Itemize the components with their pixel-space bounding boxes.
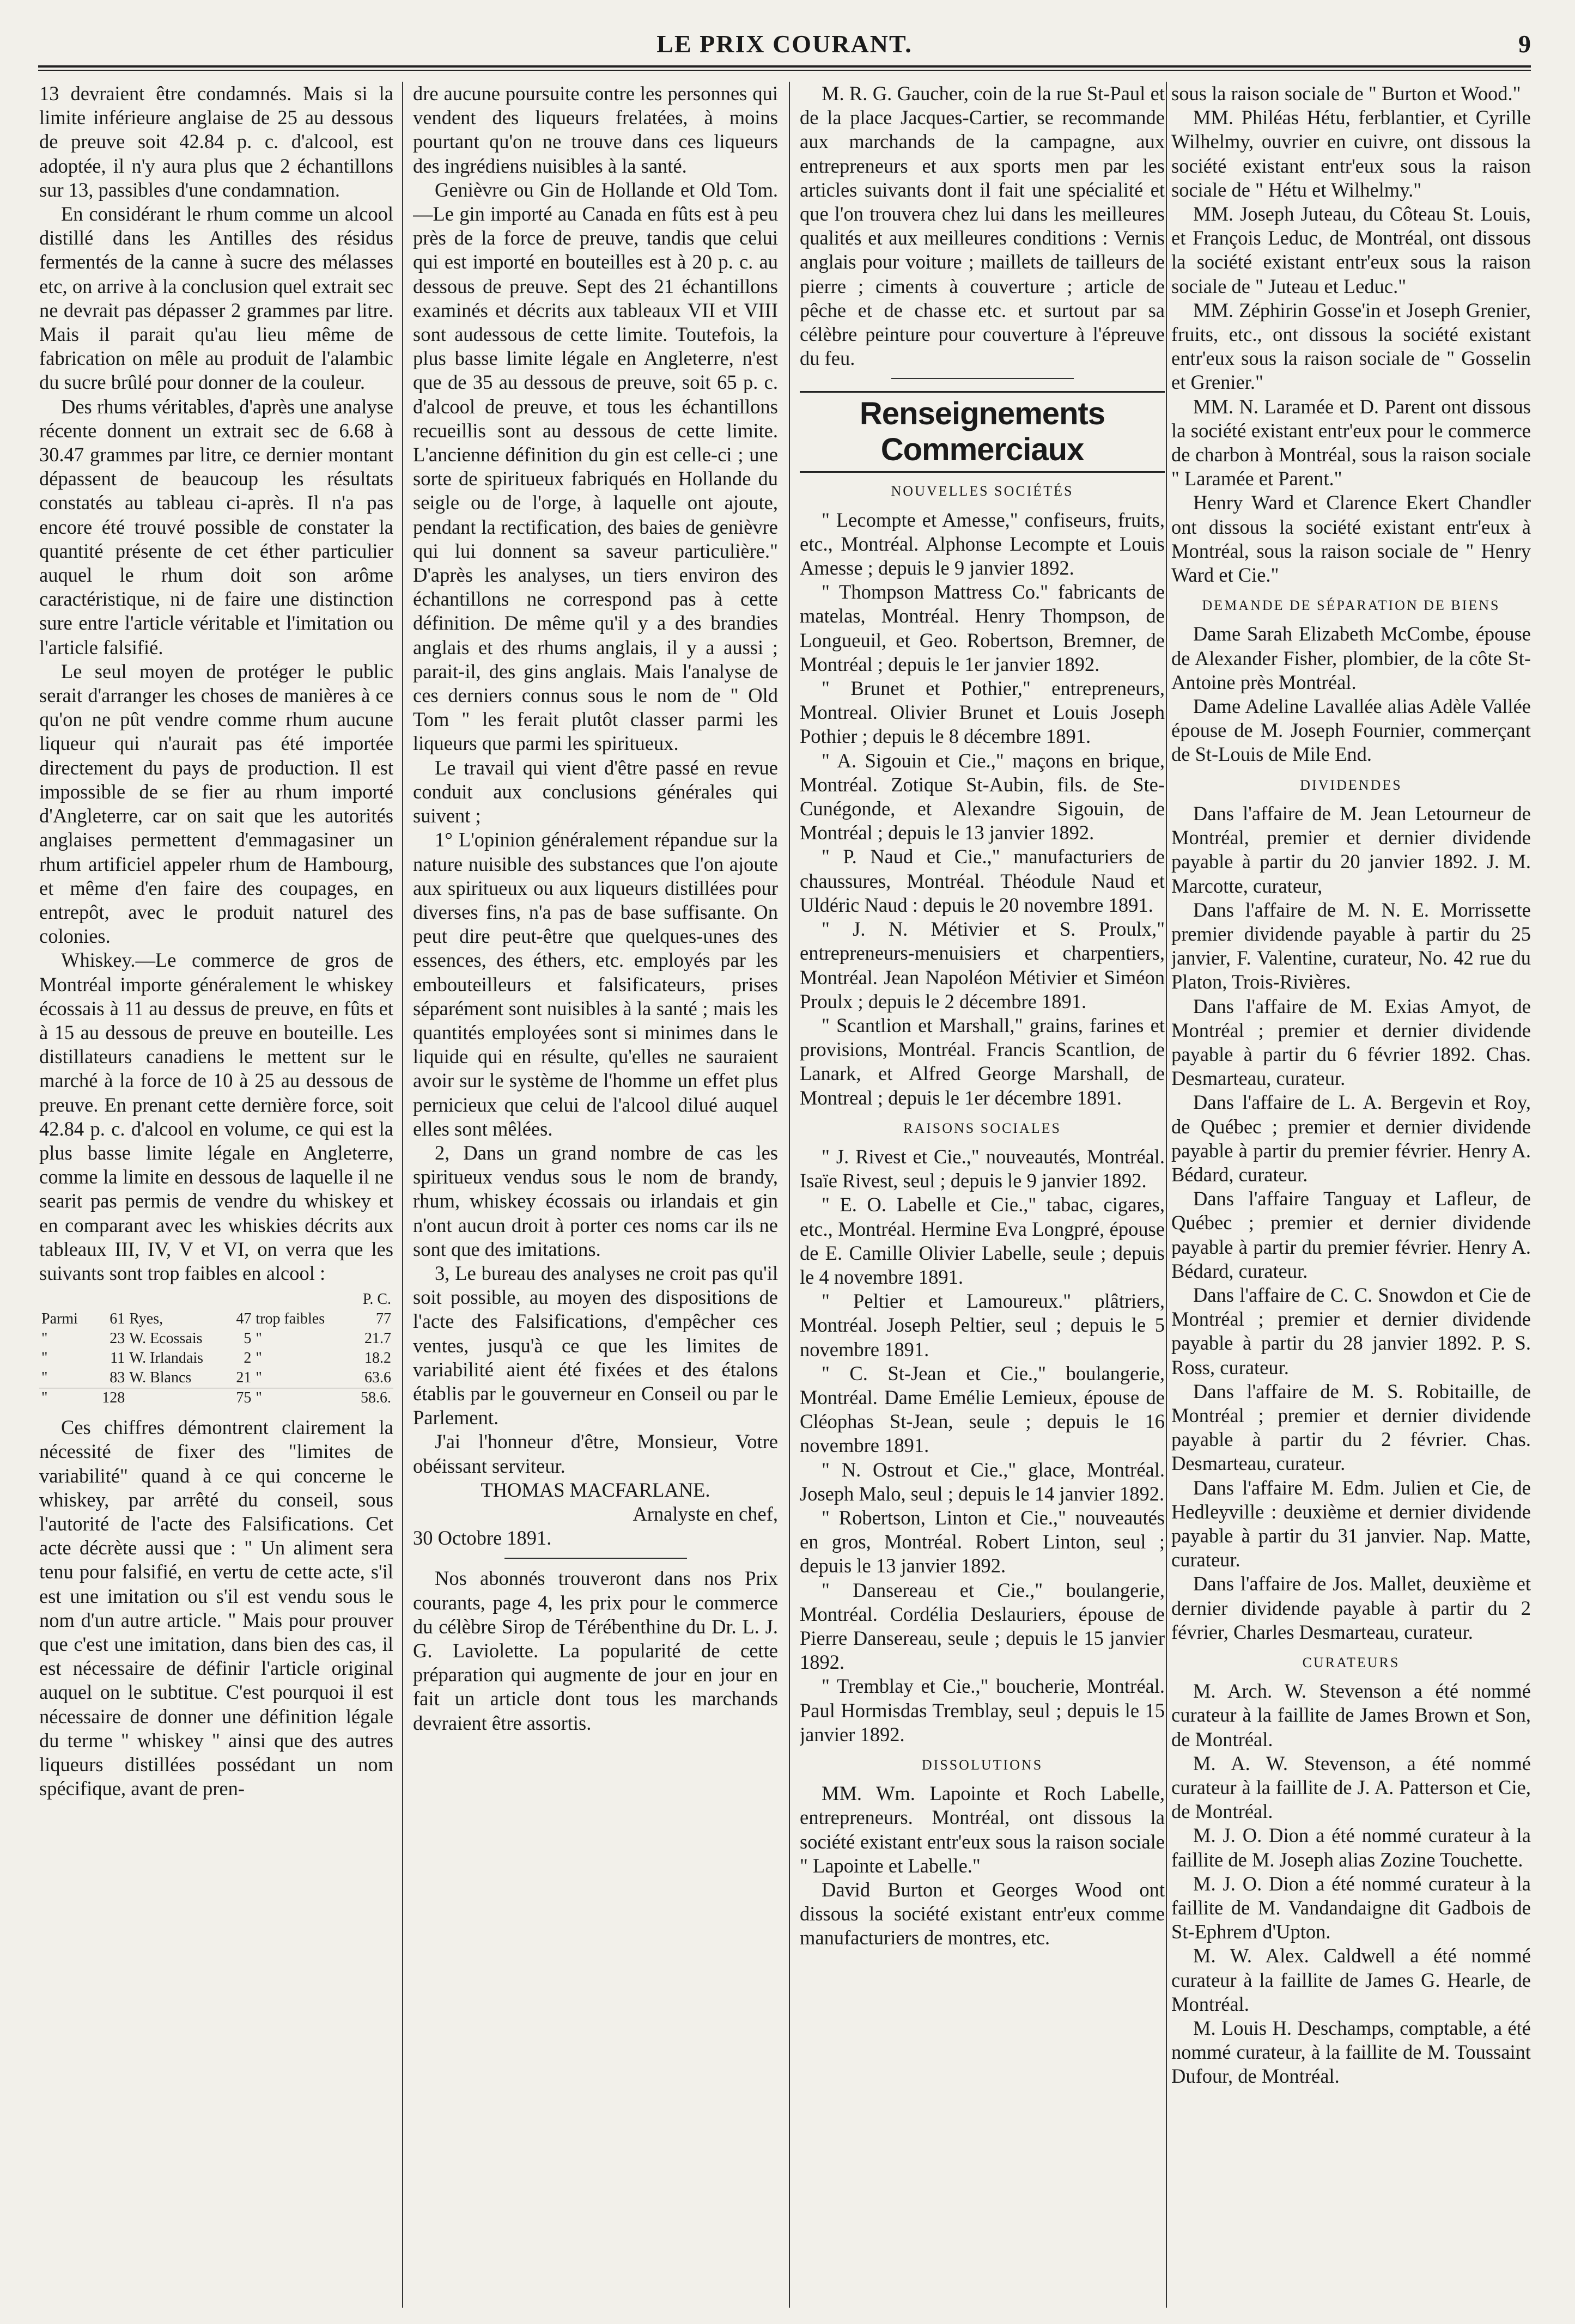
table-cell <box>92 1290 127 1309</box>
table-cell: " <box>256 1350 262 1367</box>
paragraph: Le seul moyen de protéger le public serait d'arranger les choses de manières à ce qu'on ne pût vendre comme rhum aucune liqueur qui n'aurait pas été importée directement du pays de production. Il est impossible de se fier au rhum importé d'Angleterre, car on sait que les autorités anglaises permettent d'emmagasiner un rhum artificiel appeler rhum de Hambourg, et même d'en faire des coupages, en entrepôt, avec le produit naturel des colonies. <box>39 660 393 948</box>
list-item: Dans l'affaire de M. N. E. Morrissette premier dividende payable à partir du 25 janvier, F. Valentine, curateur, No. 42 rue du Platon, Trois-Rivières. <box>1171 898 1531 993</box>
list-item: MM. Zéphirin Gosse'in et Joseph Grenier, fruits, etc., ont dissous la société existant entr'eux sous la raison sociale de " Gosselin et Grenier." <box>1171 298 1531 394</box>
list-item: Dans l'affaire de M. Jean Letourneur de Montréal, premier et dernier dividende payable à partir du 20 janvier 1892. J. M. Marcotte, curateur, <box>1171 802 1531 897</box>
table-cell: " <box>41 1369 48 1387</box>
paragraph: 3, Le bureau des analyses ne croit pas qu'il soit possible, au moyen des dispositions de l'acte des Falsifications, d'empêcher ces ventes, jusqu'à ce que les limites de variabilité aient été fixées et des étalons établis par le gouverneur en Conseil ou par le Parlement. <box>413 1261 778 1429</box>
letter-date: 30 Octobre 1891. <box>413 1527 552 1550</box>
list-item: Dans l'affaire de M. S. Robitaille, de Montréal ; premier et dernier dividende payable à partir du 2 février. Chas. Desmarteau, curateur. <box>1171 1380 1531 1475</box>
list-item: Dans l'affaire de Jos. Mallet, deuxième et dernier dividende payable à partir du 2 février, Charles Desmarteau, curateur. <box>1171 1572 1531 1643</box>
table-cell: 83 <box>110 1369 125 1387</box>
list-item: " Tremblay et Cie.," boucherie, Montréal. Paul Hormisdas Tremblay, seul ; depuis le 15 janvier 1892. <box>800 1675 1165 1746</box>
advertisement-paragraph: M. R. G. Gaucher, coin de la rue St-Paul et de la place Jacques-Cartier, se recommande aux marchands de la campagne, aux entrepreneurs et aux sports men par les articles suivants dont il fait une spécialité et que l'on trouvera chez lui dans les meilleures qualités et aux meilleures conditions : Vernis anglais pour voiture ; maillets de tailleurs de pierre ; ciments à couverture ; article de pêche et de chasse etc. et surtout par sa célèbre peinture pour couverture à l'épreuve du feu. <box>800 82 1165 370</box>
list-item: " Lecompte et Amesse," confiseurs, fruits, etc., Montréal. Alphonse Lecompte et Louis Amesse ; depuis le 9 janvier 1892. <box>800 508 1165 580</box>
column-2 <box>413 82 778 2308</box>
list-item: Henry Ward et Clarence Ekert Chandler ont dissous la société existant entr'eux à Montréal, sous la raison sociale de " Henry Ward et Cie." <box>1171 491 1531 587</box>
table-cell: 77 <box>376 1310 391 1328</box>
header-rule <box>38 65 1531 68</box>
list-item: Dans l'affaire Tanguay et Lafleur, de Québec ; premier et dernier dividende payable à partir du premier février. Henry A. Bédard, curateur. <box>1171 1187 1531 1282</box>
list-item: Dame Sarah Elizabeth McCombe, épouse de Alexander Fisher, plombier, de la côte St-Antoine près Montréal. <box>1171 623 1531 693</box>
table-cell: " <box>256 1330 262 1347</box>
section-title: Renseignements Commerciaux <box>800 391 1165 473</box>
list-item: sous la raison sociale de " Burton et Wood." <box>1171 82 1521 105</box>
list-item: Dans l'affaire de L. A. Bergevin et Roy, de Québec ; premier et dernier dividende payable à partir du premier février. Henry A. Bédard, curateur. <box>1171 1091 1531 1186</box>
list-item: M. W. Alex. Caldwell a été nommé curateur à la faillite de James G. Hearle, de Montréal. <box>1171 1944 1531 2015</box>
list-item: " E. O. Labelle et Cie.," tabac, cigares, etc., Montréal. Hermine Eva Longpré, épouse de E. Camille Olivier Labelle, seule ; depuis le 4 novembre 1891. <box>800 1193 1165 1288</box>
table-cell: 21 <box>236 1369 252 1387</box>
list-item: " Dansereau et Cie.," boulangerie, Montréal. Cordélia Deslauriers, épouse de Pierre Dansereau, seule ; depuis le 15 janvier 1892. <box>800 1578 1165 1674</box>
paragraph-gin: Genièvre ou Gin de Hollande et Old Tom.—Le gin importé au Canada en fûts est à peu près de la force de preuve, tandis que celui qui est importé en bouteilles est à 20 p. c. au dessous de preuve. Sept des 21 échantillons examinés et décrits aux tableaux VII et VIII sont audessous de cette limite. Toutefois, la plus basse limite légale en Angleterre, n'est que de 35 au dessous de preuve, soit 65 p. c. d'alcool de preuve, et tous les échantillons recueillis sont au dessous de cette limite. L'ancienne définition du gin est celle-ci ; une sorte de spiritueux fabriqués en Hollande du seigle ou de l'orge, à laquelle ont ajoute, pendant la rectification, des baies de genièvre qui lui donnent sa saveur particulière." D'après les analyses, un tiers environ des échantillons ne correspond pas à cette définition. De même qu'il y a des brandies anglais et des rhums anglais, il y a aussi ; parait-il, des gins anglais. Mais l'analyse de ces derniers connus sous le nom de " Old Tom " les ferait plutôt classer parmi les liqueurs que parmi les spiritueux. <box>413 178 778 755</box>
signature-title: Arnalyste en chef, <box>633 1502 778 1525</box>
list-item: MM. Wm. Lapointe et Roch Labelle, entrepreneurs. Montréal, ont dissous la société existant entr'eux sous la raison sociale " Lapointe et Labelle." <box>800 1782 1165 1877</box>
list-item: Dame Adeline Lavallée alias Adèle Vallée épouse de M. Joseph Fournier, commerçant de St-Louis de Mile End. <box>1171 695 1531 766</box>
column-3 <box>800 82 1165 2308</box>
table-cell: 11 <box>110 1350 125 1367</box>
subheading: NOUVELLES SOCIÉTÉS <box>891 483 1074 499</box>
subheading: DISSOLUTIONS <box>921 1757 1043 1773</box>
table-cell: 18.2 <box>364 1350 391 1367</box>
paragraph: 2, Dans un grand nombre de cas les spiritueux vendus sous le nom de brandy, rhum, whiskey écossais ou irlandais et gin n'ont aucun droit à porter ces noms car ils ne sont que des imitations. <box>413 1141 778 1260</box>
list-item: Dans l'affaire de C. C. Snowdon et Cie de Montréal ; premier et dernier dividende payable à partir du 28 janvier 1892. P. S. Ross, curateur. <box>1171 1283 1531 1378</box>
column-divider <box>789 82 790 2308</box>
table-cell: 47 <box>236 1310 252 1328</box>
table-cell: " <box>256 1389 262 1407</box>
paragraph: 13 devraient être condamnés. Mais si la limite inférieure anglaise de 25 au dessous de preuve soit 42.84 p. c. d'alcool, est adoptée, il n'y aura plus que 2 échantillons sur 13, passibles d'une condamnation. <box>39 82 393 201</box>
table-total-row <box>39 1388 393 1408</box>
table-cell: W. Irlandais <box>129 1350 204 1367</box>
table-cell: 5 <box>244 1330 252 1347</box>
paragraph: 1° L'opinion généralement répandue sur la nature nuisible des substances que l'on ajoute aux spiritueux ou aux liqueurs distillées pour diverses fins, n'a pas de base suffisante. On peut dire peut-être que quelques-unes des essences, des éthers, etc. employés par les embouteilleurs et falsificateurs, prises séparément sont nuisibles à la santé ; mais les quantités employées sont si minimes dans le liquide qui en résulte, qu'elles ne sauraient avoir sur le système de l'homme un effet plus pernicieux que celui de l'alcool dilué auquel elles sont mêlées. <box>413 828 778 1140</box>
list-item: " Brunet et Pothier," entrepreneurs, Montreal. Olivier Brunet et Louis Joseph Pothier ; depuis le 8 décembre 1891. <box>800 677 1165 748</box>
paragraph: Ces chiffres démontrent clairement la nécessité de fixer des "limites de variabilité" quand à ce qui concerne le whiskey, par arrêté du conseil, sous l'autorité de l'acte des Falsifications. Cet acte décrète aussi que : " Un aliment sera tenu pour falsifié, en vertu de cette acte, s'il est une imitation ou s'il est vendu sous le nom d'un autre article. " Mais pour prouver que c'est une imitation, dans bien des cas, il est nécessaire de définir l'article original auquel on le subtitue. C'est pourquoi il est nécessaire de donner une définition légale du terme " whiskey " ainsi que des autres liqueurs distillées possédant un nom spécifique, avant de pren- <box>39 1416 393 1800</box>
page-number: 9 <box>1518 30 1531 58</box>
table-cell: Ryes, <box>129 1310 163 1328</box>
table-cell: 58.6. <box>361 1389 391 1407</box>
subheading: DIVIDENDES <box>1300 777 1402 793</box>
table-cell: Parmi <box>41 1310 78 1328</box>
list-item: Dans l'affaire M. Edm. Julien et Cie, de Hedleyville : deuxième et dernier dividende payable à partir du 31 janvier. Nap. Matte, curateur. <box>1171 1476 1531 1571</box>
table-row <box>39 1309 393 1329</box>
header-rule-thin <box>38 70 1531 71</box>
list-item: " Thompson Mattress Co." fabricants de matelas, Montréal. Henry Thompson, de Longueuil, et Geo. Robertson, Bremner, de Montréal ; depuis le 1er janvier 1892. <box>800 581 1165 675</box>
list-item: " A. Sigouin et Cie.," maçons en brique, Montréal. Zotique St-Aubin, fils. de Ste-Cunégonde, et Alexandre Sigouin, de Montréal ; depuis le 13 janvier 1892. <box>800 749 1165 844</box>
list-item: M. J. O. Dion a été nommé curateur à la faillite de M. Joseph alias Zozine Touchette. <box>1171 1824 1531 1871</box>
whiskey-table <box>39 1290 393 1408</box>
table-cell: W. Ecossais <box>129 1330 203 1347</box>
list-item: " Robertson, Linton et Cie.," nouveautés en gros, Montréal. Robert Linton, seul ; depuis le 13 janvier 1892. <box>800 1506 1165 1577</box>
table-header-row <box>39 1290 393 1309</box>
list-item: " J. Rivest et Cie.," nouveautés, Montréal. Isaïe Rivest, seul ; depuis le 9 janvier 1892. <box>800 1145 1165 1192</box>
table-row <box>39 1349 393 1368</box>
paragraph: Des rhums véritables, d'après une analyse récente donnent un extrait sec de 6.68 à 30.47 grammes par litre, ce dernier montant dépassent de beaucoup les résultats constatés au tableau ci-après. Il n'a pas encore été trouvé possible de constater la quantité présente de cet éther particulier auquel le rhum doit son arôme caractéristique, ni de faire une distinction sure entre l'article véritable et l'imitation ou l'article falsifié. <box>39 395 393 658</box>
table-cell: 23 <box>110 1330 125 1347</box>
page-header <box>38 22 1531 65</box>
newspaper-title: LE PRIX COURANT. <box>656 30 913 58</box>
paragraph: En considérant le rhum comme un alcool distillé dans les Antilles des résidus fermentés de la canne à sucre des mélasses etc, on arrive à la conclusion quel extrait sec ne devrait pas dépasser 2 grammes par litre. Mais il parait qu'au lieu même de fabrication on mêle au produit de l'alambic du sucre brûlé pour donner de la couleur. <box>39 203 393 394</box>
list-item: MM. Joseph Juteau, du Côteau St. Louis, et François Leduc, de Montréal, ont dissous la société existant entr'eux sous la raison sociale de " Juteau et Leduc." <box>1171 203 1531 297</box>
paragraph-closing: J'ai l'honneur d'être, Monsieur, Votre obéissant serviteur. <box>413 1430 778 1477</box>
list-item: M. J. O. Dion a été nommé curateur à la faillite de M. Vandandaigne dit Gadbois de St-Ephrem d'Upton. <box>1171 1872 1531 1943</box>
table-cell <box>127 1388 228 1408</box>
column-4 <box>1171 82 1531 2308</box>
list-item: " Peltier et Lamoureux." plâtriers, Montréal. Joseph Peltier, seul ; depuis le 5 novembre 1891. <box>800 1290 1165 1361</box>
table-cell: 75 <box>236 1389 252 1407</box>
table-cell: " <box>256 1369 262 1387</box>
list-item: M. Louis H. Deschamps, comptable, a été nommé curateur, à la faillite de M. Toussaint Dufour, de Montréal. <box>1171 2017 1531 2088</box>
list-item: " N. Ostrout et Cie.," glace, Montréal. Joseph Malo, seul ; depuis le 14 janvier 1892. <box>800 1458 1165 1505</box>
separator-rule <box>891 378 1074 379</box>
list-item: Dans l'affaire de M. Exias Amyot, de Montréal ; premier et dernier dividende payable à partir du 6 février 1892. Chas. Desmarteau, curateur. <box>1171 995 1531 1090</box>
subheading: RAISONS SOCIALES <box>903 1120 1061 1136</box>
column-divider <box>402 82 403 2308</box>
notice-paragraph: Nos abonnés trouveront dans nos Prix courants, page 4, les prix pour le commerce du célèbre Sirop de Térébenthine du Dr. L. J. G. Laviolette. La popularité de cette préparation qui augmente de jour en jour en fait un article dont tous les marchands devraient être assortis. <box>413 1567 778 1734</box>
paragraph-whiskey: Whiskey.—Le commerce de gros de Montréal importe généralement le whiskey écossais à 11 au dessus de preuve, en fûts et à 15 au dessous de preuve en bouteille. Les distillateurs canadiens le mettent sur le marché à la force de 10 à 25 au dessous de preuve. En prenant cette dernière force, soit 42.84 p. c. d'alcool en volume, ce qui est la plus basse limite légale en Angleterre, comme la limite en dessous de laquelle il ne searit pas permis de vendre du whiskey et en comparant avec les whiskies décrits aux tableaux III, IV, V et VI, on verra que les suivants sont trop faibles en alcool : <box>39 949 393 1284</box>
table-cell: 21.7 <box>364 1330 391 1347</box>
column-divider <box>1166 82 1167 2308</box>
table-row <box>39 1329 393 1349</box>
list-item: M. A. W. Stevenson, a été nommé curateur à la faillite de J. A. Patterson et Cie, de Montréal. <box>1171 1752 1531 1823</box>
table-cell: P. C. <box>362 1291 391 1308</box>
list-item: MM. Philéas Hétu, ferblantier, et Cyrille Wilhelmy, ouvrier en cuivre, ont dissous la société existant entr'eux sous la raison sociale de " Hétu et Wilhelmy." <box>1171 106 1531 201</box>
list-item: " P. Naud et Cie.," manufacturiers de chaussures, Montréal. Théodule Naud et Uldéric Naud : depuis le 20 novembre 1891. <box>800 845 1165 916</box>
list-item: MM. N. Laramée et D. Parent ont dissous la société existant entr'eux pour le commerce de charbon à Montréal, sous la raison sociale " Laramée et Parent." <box>1171 395 1531 490</box>
table-cell: 2 <box>244 1350 252 1367</box>
table-cell <box>39 1290 92 1309</box>
signature: THOMAS MACFARLANE. <box>481 1478 710 1501</box>
list-item: " C. St-Jean et Cie.," boulangerie, Montréal. Dame Emélie Lemieux, épouse de Cléophas St-Jean, seule ; depuis le 16 novembre 1891. <box>800 1362 1165 1457</box>
list-item: " Scantlion et Marshall," grains, farines et provisions, Montréal. Francis Scantlion, de Lanark, et Alfred George Marshall, de Montreal ; depuis le 1er décembre 1891. <box>800 1014 1165 1109</box>
table-cell <box>228 1290 253 1309</box>
paragraph: dre aucune poursuite contre les personnes qui vendent des liqueurs frelatées, à moins pourtant qu'on ne trouve dans ces liqueurs des ingrédiens nuisibles à la santé. <box>413 82 778 177</box>
table-cell <box>253 1290 348 1309</box>
table-cell: 128 <box>102 1389 125 1407</box>
subheading: CURATEURS <box>1302 1655 1400 1670</box>
table-cell: " <box>41 1350 48 1367</box>
table-cell: " <box>41 1330 48 1347</box>
list-item: David Burton et Georges Wood ont dissous la société existant entr'eux comme manufacturiers de montres, etc. <box>800 1878 1165 1949</box>
list-item: M. Arch. W. Stevenson a été nommé curateur à la faillite de James Brown et Son, de Montréal. <box>1171 1680 1531 1750</box>
table-cell: trop faibles <box>256 1310 325 1328</box>
list-item: " J. N. Métivier et S. Proulx," entrepreneurs-menuisiers et charpentiers, Montréal. Jean Napoléon Métivier et Siméon Proulx ; depuis le 2 décembre 1891. <box>800 918 1165 1012</box>
table-cell: 63.6 <box>364 1369 391 1387</box>
table-cell: W. Blancs <box>129 1369 192 1387</box>
subheading: DEMANDE DE SÉPARATION DE BIENS <box>1202 597 1500 614</box>
table-cell <box>127 1290 228 1309</box>
table-row <box>39 1368 393 1388</box>
separator-rule <box>504 1558 687 1559</box>
table-cell: " <box>41 1389 48 1407</box>
table-cell: 61 <box>110 1310 125 1328</box>
paragraph: Le travail qui vient d'être passé en revue conduit aux conclusions générales qui suivent ; <box>413 756 778 827</box>
column-1 <box>39 82 393 2308</box>
